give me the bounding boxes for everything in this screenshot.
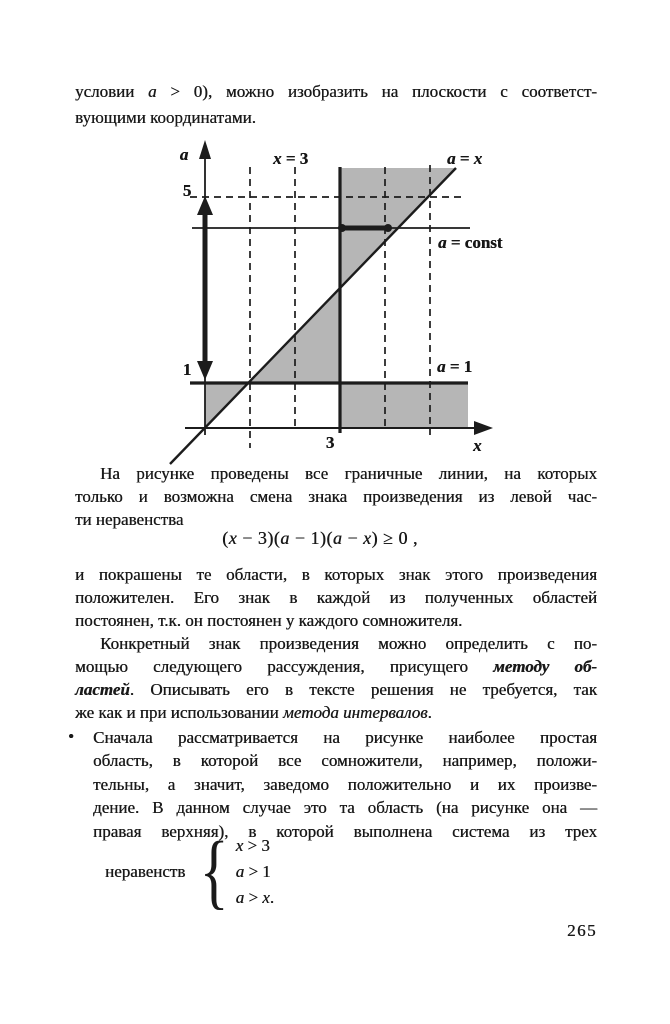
a-axis-label: a (179, 145, 189, 164)
label-var: x (473, 149, 483, 168)
page-number: 265 (567, 921, 597, 940)
text-run: постоянен, т.к. он постоянен у каждого сомножителя. (75, 611, 463, 630)
text-run: a (148, 82, 157, 101)
text-line (75, 462, 597, 485)
system-label: неравенств (105, 861, 186, 881)
tick-label-1: 1 (182, 360, 192, 379)
text-run: . (269, 887, 274, 907)
segment-dot-left (338, 224, 346, 232)
x-axis-arrowhead (474, 421, 493, 435)
text-line (93, 773, 597, 796)
bullet-item (68, 726, 598, 843)
label-var: x (273, 149, 282, 168)
segment-dot-right (384, 224, 392, 232)
bullet-icon: • (68, 727, 74, 746)
text-run: a (280, 528, 290, 548)
inequality-system (105, 825, 274, 918)
text-run: вующими координатами. (75, 108, 256, 127)
text-line (75, 655, 597, 678)
system-items (236, 833, 274, 911)
text-run: a (332, 528, 343, 548)
text-run: − 1)( (289, 528, 333, 548)
text-line (75, 609, 597, 632)
text-run: мощью следующего рассуждения, присущего (75, 657, 494, 676)
tick-label-5: 5 (182, 181, 192, 200)
text-run: условии (75, 82, 149, 101)
system-inequality (236, 859, 274, 885)
text-run: x (235, 835, 244, 855)
bullet-text (93, 726, 597, 843)
text-run: ( (222, 528, 229, 548)
text-run: > (244, 887, 263, 907)
text-run: a (235, 861, 245, 881)
text-run: и покрашены те области, в которых знак этого произведения (75, 565, 597, 584)
text-run: − 3)( (237, 528, 281, 548)
text-run: x (363, 528, 372, 548)
tick-label-3: 3 (325, 433, 335, 452)
text-run: правая верхняя), в которой выполнена система из трех (93, 821, 597, 841)
x-equals-3-label (272, 149, 308, 168)
label-rest: = const (446, 233, 503, 252)
text-run: ластей (75, 680, 130, 699)
text-run: x (262, 887, 270, 907)
text-run: . (427, 703, 432, 722)
text-line (93, 726, 597, 749)
text-run: Конкретный знак произведения можно определить с по- (100, 634, 597, 653)
text-run: a (235, 887, 245, 907)
system-inequality (236, 833, 274, 859)
figure-description-paragraph (75, 462, 597, 531)
label-var: a (447, 149, 456, 168)
a-range-arrow-up (197, 196, 213, 215)
text-run: x (228, 528, 238, 548)
text-line (93, 749, 597, 772)
text-line (93, 796, 597, 819)
text-run: тельны, а значит, заведомо положительно и их произве- (93, 774, 597, 794)
a-equals-const-label (438, 233, 503, 252)
region-bottom-right (340, 383, 468, 428)
text-line (75, 701, 597, 724)
shaded-regions-paragraph (75, 563, 597, 632)
text-run: На рисунке проведены все граничные линии, на которых (100, 464, 597, 483)
a-equals-x-label (447, 149, 483, 168)
text-line (75, 105, 597, 131)
method-paragraph (75, 632, 597, 724)
a-axis-arrowhead (199, 140, 211, 159)
text-line (75, 485, 597, 508)
text-line (75, 632, 597, 655)
text-run: ) ≥ 0 , (371, 528, 418, 548)
text-line (75, 586, 597, 609)
text-run: − (342, 528, 364, 548)
text-run: только и возможна смена знака произведения из левой час- (75, 487, 597, 506)
text-run: дение. В данном случае это та область (на рисунке она — (93, 798, 597, 818)
a-equals-1-label (437, 357, 472, 376)
label-var: a (437, 357, 446, 376)
text-run: > 3 (243, 835, 270, 855)
text-run: положителен. Его знак в каждой из полученных областей (75, 588, 597, 607)
text-run: область, в которой все сомножители, например, положи- (93, 751, 597, 771)
label-var: a (438, 233, 447, 252)
figure-plot (140, 138, 535, 466)
label-eq: = (455, 149, 474, 168)
inequality-formula (75, 528, 565, 549)
a-range-arrow-down (197, 361, 213, 380)
system-inequality (236, 885, 274, 911)
text-run: Сначала рассматривается на рисунке наиболее простая (93, 728, 597, 747)
text-line (75, 79, 597, 105)
intro-paragraph (75, 79, 597, 131)
text-run: методу об- (493, 657, 597, 676)
text-line (75, 563, 597, 586)
text-run: > 0), можно изобразить на плоскости с соответст- (156, 82, 597, 101)
label-rest: = 1 (445, 357, 473, 376)
x-axis-label: x (473, 436, 482, 455)
label-rest: = 3 (281, 149, 309, 168)
text-run: метода интервалов (282, 703, 428, 722)
curly-brace: { (199, 825, 229, 918)
text-run: же как и при использовании (75, 703, 283, 722)
text-line (75, 678, 597, 701)
text-run: ти неравенства (75, 510, 184, 529)
text-run: > 1 (244, 861, 271, 881)
text-run: . Описывать его в тексте решения не требуется, так (129, 680, 597, 699)
